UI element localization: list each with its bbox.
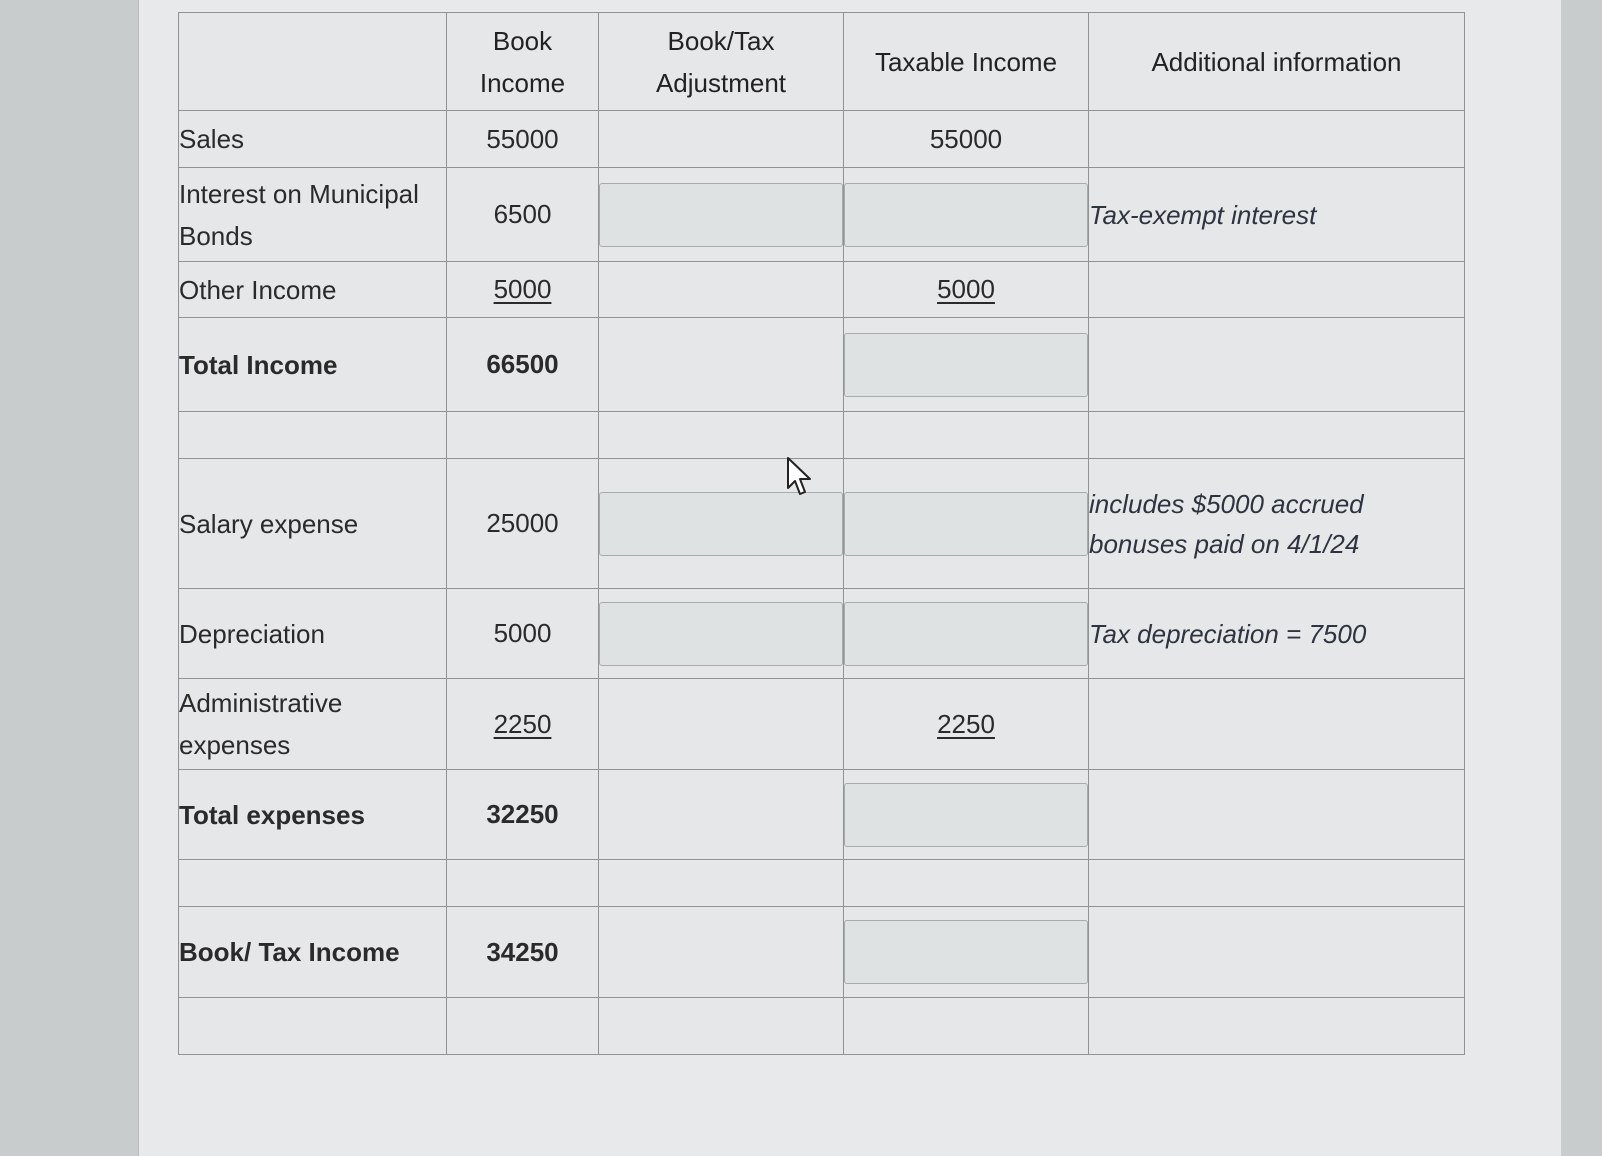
table-row: [179, 679, 1465, 770]
taxable-income-cell: [844, 412, 1089, 459]
mouse-pointer-icon: [786, 456, 816, 498]
table-row: [179, 860, 1465, 907]
adjustment-cell: [599, 770, 844, 860]
row-label: Sales: [179, 111, 447, 168]
book-income-value: 2250: [447, 679, 599, 770]
book-income-value: [447, 860, 599, 907]
table-row: [179, 412, 1465, 459]
header-book-tax-adjustment: Book/Tax Adjustment: [599, 13, 844, 111]
interest-taxable-input[interactable]: [844, 183, 1088, 247]
additional-info: [1089, 860, 1465, 907]
taxable-income-cell: [844, 168, 1089, 262]
adjustment-cell: [599, 907, 844, 998]
additional-info: [1089, 770, 1465, 860]
taxable-income-value: 55000: [844, 111, 1089, 168]
additional-info: [1089, 262, 1465, 318]
additional-info: [1089, 412, 1465, 459]
header-taxable-income: Taxable Income: [844, 13, 1089, 111]
taxable-income-value: 5000: [844, 262, 1089, 318]
row-label: Depreciation: [179, 589, 447, 679]
row-label: Other Income: [179, 262, 447, 318]
table-row: [179, 907, 1465, 998]
adjustment-cell: [599, 860, 844, 907]
additional-info: [1089, 111, 1465, 168]
salary-adjustment-input[interactable]: [599, 492, 843, 556]
total-income-taxable-input[interactable]: [844, 333, 1088, 397]
additional-info: [1089, 998, 1465, 1055]
adjustment-cell: [599, 589, 844, 679]
row-label: [179, 412, 447, 459]
adjustment-cell: [599, 168, 844, 262]
book-income-value: 34250: [447, 907, 599, 998]
taxable-income-value: 2250: [844, 679, 1089, 770]
book-income-value: [447, 998, 599, 1055]
additional-info: [1089, 679, 1465, 770]
taxable-income-cell: [844, 998, 1089, 1055]
adjustment-cell: [599, 262, 844, 318]
table-row: [179, 111, 1465, 168]
adjustment-cell: [599, 679, 844, 770]
adjustment-cell: [599, 998, 844, 1055]
row-label: Interest on Municipal Bonds: [179, 168, 447, 262]
book-income-value: 5000: [447, 589, 599, 679]
header-row: [179, 13, 1465, 111]
row-label: Total Income: [179, 318, 447, 412]
additional-info: [1089, 318, 1465, 412]
header-book-income: Book Income: [447, 13, 599, 111]
row-label: [179, 998, 447, 1055]
table-row: [179, 998, 1465, 1055]
taxable-income-cell: [844, 907, 1089, 998]
book-tax-income-taxable-input[interactable]: [844, 920, 1088, 984]
book-income-value: 66500: [447, 318, 599, 412]
book-income-value: 6500: [447, 168, 599, 262]
depreciation-adjustment-input[interactable]: [599, 602, 843, 666]
interest-adjustment-input[interactable]: [599, 183, 843, 247]
table-row: [179, 262, 1465, 318]
book-income-value: [447, 412, 599, 459]
row-label: [179, 860, 447, 907]
table-row: [179, 459, 1465, 589]
header-item: [179, 13, 447, 111]
row-label: Total expenses: [179, 770, 447, 860]
table-row: [179, 318, 1465, 412]
book-income-value: 25000: [447, 459, 599, 589]
table-row: [179, 589, 1465, 679]
taxable-income-cell: [844, 459, 1089, 589]
additional-info: includes $5000 accrued bonuses paid on 4/1/24: [1089, 459, 1465, 589]
book-income-value: 32250: [447, 770, 599, 860]
total-expenses-taxable-input[interactable]: [844, 783, 1088, 847]
row-label: Administrative expenses: [179, 679, 447, 770]
table-row: [179, 770, 1465, 860]
header-additional-information: Additional information: [1089, 13, 1465, 111]
additional-info: Tax depreciation = 7500: [1089, 589, 1465, 679]
additional-info: [1089, 907, 1465, 998]
book-income-value: 55000: [447, 111, 599, 168]
taxable-income-cell: [844, 860, 1089, 907]
salary-taxable-input[interactable]: [844, 492, 1088, 556]
adjustment-cell: [599, 412, 844, 459]
taxable-income-cell: [844, 589, 1089, 679]
depreciation-taxable-input[interactable]: [844, 602, 1088, 666]
table-row: [179, 168, 1465, 262]
row-label: Book/ Tax Income: [179, 907, 447, 998]
book-income-value: 5000: [447, 262, 599, 318]
row-label: Salary expense: [179, 459, 447, 589]
adjustment-cell: [599, 318, 844, 412]
book-tax-table: [178, 12, 1465, 1055]
additional-info: Tax-exempt interest: [1089, 168, 1465, 262]
taxable-income-cell: [844, 318, 1089, 412]
taxable-income-cell: [844, 770, 1089, 860]
adjustment-cell: [599, 111, 844, 168]
